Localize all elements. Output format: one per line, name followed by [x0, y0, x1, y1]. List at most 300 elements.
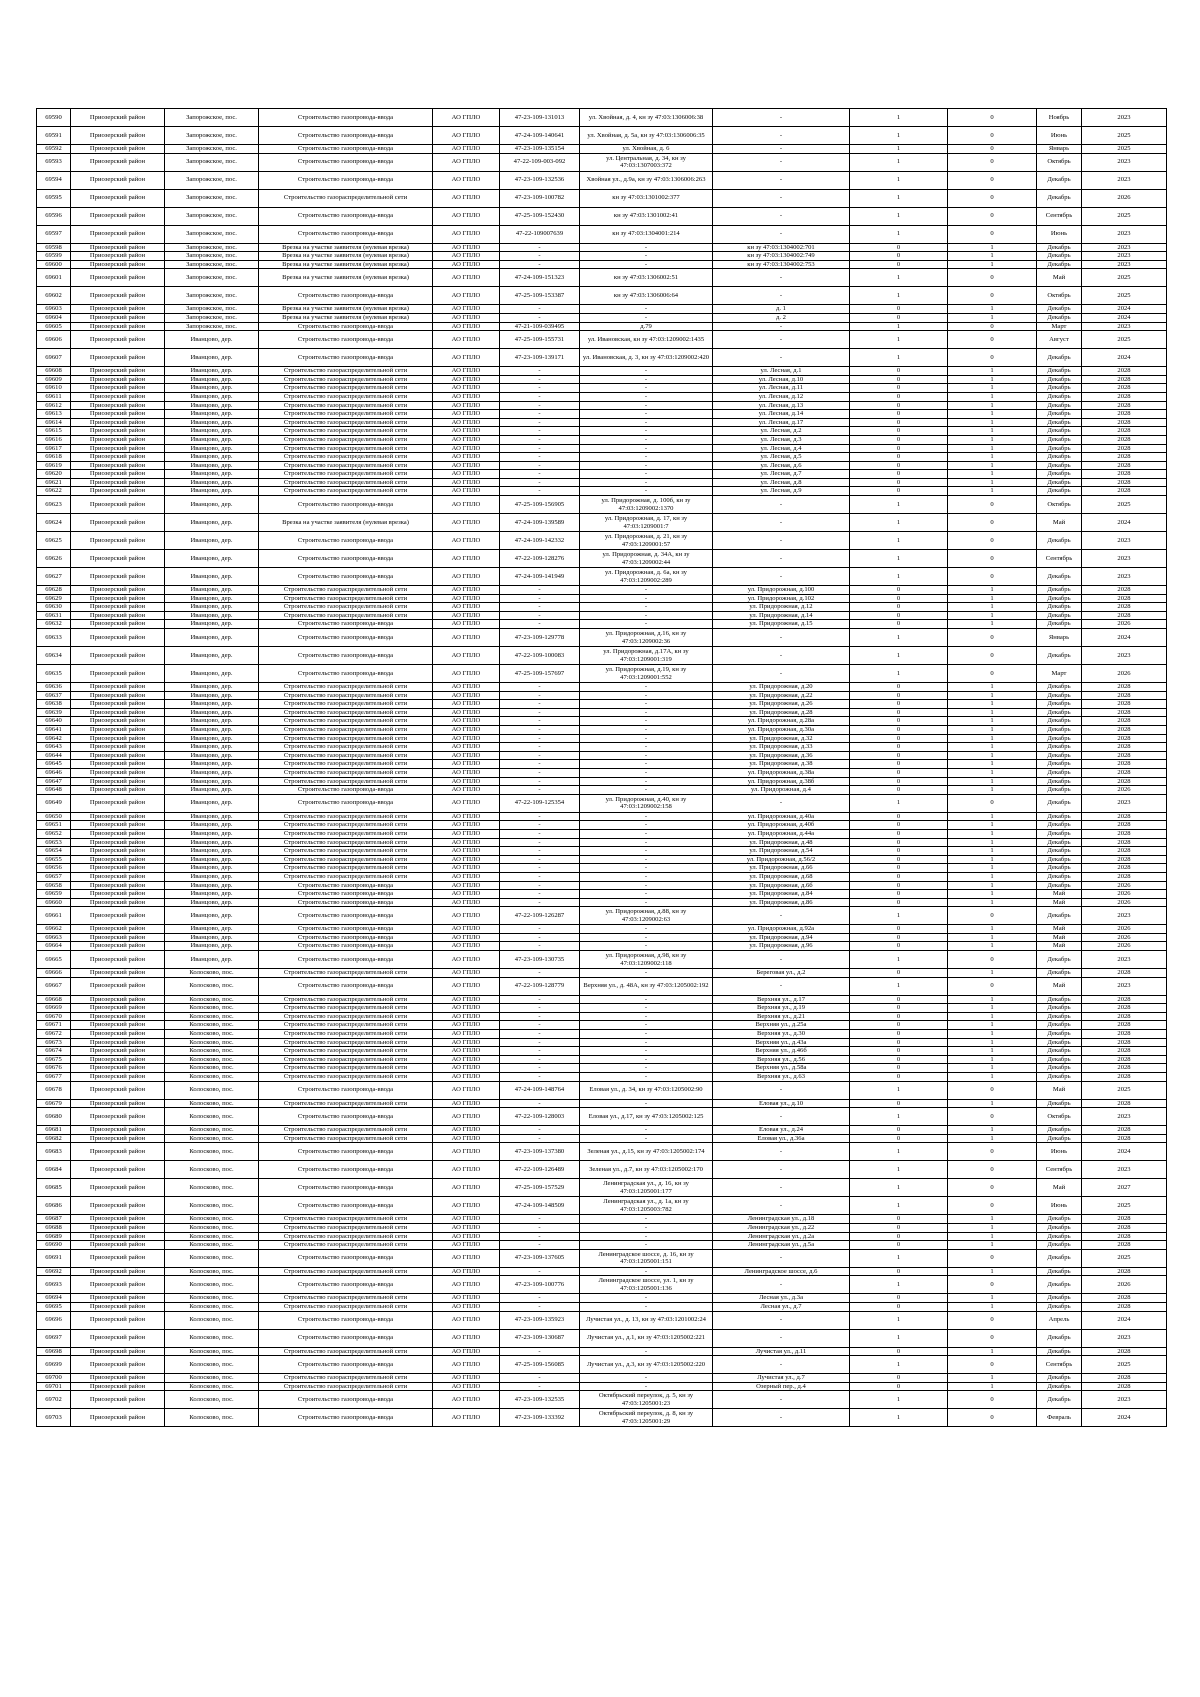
cell-work-type: Строительство газопровода-ввода — [259, 207, 433, 225]
cell-district: Приозерский район — [71, 786, 165, 795]
cell-object-address: - — [713, 665, 850, 683]
cell-count-b: 1 — [948, 586, 1037, 595]
cell-address: - — [580, 620, 713, 629]
cell-district: Приозерский район — [71, 1347, 165, 1356]
cell-year: 2028 — [1082, 717, 1167, 726]
cell-district: Приозерский район — [71, 665, 165, 683]
cell-settlement: Запорожское, пос. — [165, 109, 259, 127]
cell-work-type: Строительство газопровода-ввода — [259, 665, 433, 683]
cell-work-type: Строительство газораспределительной сети — [259, 1126, 433, 1135]
cell-count-a: 0 — [850, 1030, 948, 1039]
cell-address: - — [580, 969, 713, 978]
cell-organization: АО ГПЛО — [433, 1143, 500, 1161]
cell-object-address: - — [713, 189, 850, 207]
cell-work-type: Строительство газораспределительной сети — [259, 1241, 433, 1250]
cell-request-id: - — [500, 1126, 580, 1135]
cell-work-type: Врезка на участке заявителя (нулевая врезка) — [259, 252, 433, 261]
cell-organization: АО ГПЛО — [433, 418, 500, 427]
cell-district: Приозерский район — [71, 252, 165, 261]
table-row — [37, 847, 1167, 856]
cell-request-id: - — [500, 995, 580, 1004]
table-row — [37, 410, 1167, 419]
cell-work-type: Строительство газораспределительной сети — [259, 864, 433, 873]
cell-request-id: - — [500, 367, 580, 376]
cell-settlement: Колосково, пос. — [165, 1374, 259, 1383]
cell-count-a: 0 — [850, 1099, 948, 1108]
cell-organization: АО ГПЛО — [433, 207, 500, 225]
cell-object-address: ул. Придорожная, д.66 — [713, 864, 850, 873]
cell-object-address: Верхняя ул., д.58а — [713, 1064, 850, 1073]
cell-count-b: 1 — [948, 1126, 1037, 1135]
cell-work-type: Строительство газопровода-ввода — [259, 225, 433, 243]
cell-organization: АО ГПЛО — [433, 933, 500, 942]
cell-number: 69677 — [37, 1073, 71, 1082]
table-row — [37, 171, 1167, 189]
cell-request-id: - — [500, 487, 580, 496]
cell-month: Декабрь — [1037, 1276, 1082, 1294]
cell-district: Приозерский район — [71, 225, 165, 243]
cell-count-a: 0 — [850, 1382, 948, 1391]
cell-work-type: Строительство газораспределительной сети — [259, 375, 433, 384]
cell-number: 69702 — [37, 1391, 71, 1409]
cell-object-address: ул. Придорожная, д.84 — [713, 890, 850, 899]
cell-year: 2028 — [1082, 375, 1167, 384]
cell-count-b: 1 — [948, 260, 1037, 269]
cell-district: Приозерский район — [71, 1012, 165, 1021]
cell-number: 69650 — [37, 812, 71, 821]
table-row — [37, 153, 1167, 171]
cell-number: 69654 — [37, 847, 71, 856]
cell-number: 69646 — [37, 768, 71, 777]
cell-count-a: 1 — [850, 269, 948, 287]
cell-month: Декабрь — [1037, 1215, 1082, 1224]
cell-count-b: 1 — [948, 768, 1037, 777]
cell-address: ул. Центральная, д. 34, кн зу 47:03:1307003:372 — [580, 153, 713, 171]
cell-object-address: - — [713, 171, 850, 189]
table-row — [37, 444, 1167, 453]
cell-organization: АО ГПЛО — [433, 1038, 500, 1047]
cell-number: 69680 — [37, 1108, 71, 1126]
cell-organization: АО ГПЛО — [433, 838, 500, 847]
cell-month: Декабрь — [1037, 305, 1082, 314]
cell-month: Декабрь — [1037, 872, 1082, 881]
cell-number: 69617 — [37, 444, 71, 453]
cell-address: Лучистая ул., д. 13, кн зу 47:03:1201002:24 — [580, 1311, 713, 1329]
cell-count-b: 1 — [948, 777, 1037, 786]
cell-year: 2027 — [1082, 1179, 1167, 1197]
cell-month: Декабрь — [1037, 847, 1082, 856]
cell-work-type: Строительство газопровода-ввода — [259, 287, 433, 305]
cell-month: Декабрь — [1037, 453, 1082, 462]
cell-settlement: Колосково, пос. — [165, 1064, 259, 1073]
cell-number: 69672 — [37, 1030, 71, 1039]
cell-work-type: Строительство газопровода-ввода — [259, 322, 433, 331]
cell-year: 2028 — [1082, 427, 1167, 436]
cell-year: 2028 — [1082, 1055, 1167, 1064]
cell-request-id: - — [500, 942, 580, 951]
cell-organization: АО ГПЛО — [433, 287, 500, 305]
cell-object-address: - — [713, 550, 850, 568]
cell-settlement: Колосково, пос. — [165, 1143, 259, 1161]
cell-number: 69660 — [37, 898, 71, 907]
cell-work-type: Строительство газораспределительной сети — [259, 838, 433, 847]
cell-count-a: 1 — [850, 1356, 948, 1374]
table-row — [37, 683, 1167, 692]
table-row — [37, 629, 1167, 647]
cell-count-b: 1 — [948, 1374, 1037, 1383]
cell-district: Приозерский район — [71, 287, 165, 305]
cell-month: Декабрь — [1037, 367, 1082, 376]
cell-year: 2028 — [1082, 384, 1167, 393]
cell-count-b: 1 — [948, 478, 1037, 487]
cell-number: 69597 — [37, 225, 71, 243]
cell-work-type: Врезка на участке заявителя (нулевая врезка) — [259, 305, 433, 314]
cell-settlement: Запорожское, пос. — [165, 127, 259, 145]
cell-request-id: - — [500, 683, 580, 692]
table-row — [37, 252, 1167, 261]
cell-settlement: Колосково, пос. — [165, 969, 259, 978]
cell-year: 2028 — [1082, 1223, 1167, 1232]
cell-district: Приозерский район — [71, 1143, 165, 1161]
cell-count-a: 0 — [850, 751, 948, 760]
cell-object-address: ул. Придорожная, д.15 — [713, 620, 850, 629]
cell-address: ул. Хвойная, д. 4, кн зу 47:03:1306006:38 — [580, 109, 713, 127]
cell-district: Приозерский район — [71, 1356, 165, 1374]
cell-year: 2023 — [1082, 977, 1167, 995]
cell-organization: АО ГПЛО — [433, 586, 500, 595]
cell-count-b: 1 — [948, 1382, 1037, 1391]
cell-request-id: 47-24-109-140641 — [500, 127, 580, 145]
cell-settlement: Колосково, пос. — [165, 1004, 259, 1013]
cell-organization: АО ГПЛО — [433, 444, 500, 453]
cell-address: - — [580, 890, 713, 899]
cell-year: 2028 — [1082, 1347, 1167, 1356]
cell-request-id: 47-22-109-126489 — [500, 1161, 580, 1179]
cell-request-id: - — [500, 717, 580, 726]
cell-year: 2025 — [1082, 1197, 1167, 1215]
cell-organization: АО ГПЛО — [433, 760, 500, 769]
cell-request-id: - — [500, 384, 580, 393]
cell-year: 2028 — [1082, 1021, 1167, 1030]
cell-settlement: Иванцово, дер. — [165, 418, 259, 427]
table-row — [37, 1409, 1167, 1427]
cell-work-type: Строительство газопровода-ввода — [259, 1081, 433, 1099]
table-row — [37, 1311, 1167, 1329]
cell-month: Октябрь — [1037, 287, 1082, 305]
cell-month: Декабрь — [1037, 743, 1082, 752]
cell-organization: АО ГПЛО — [433, 453, 500, 462]
cell-address: - — [580, 1047, 713, 1056]
cell-year: 2023 — [1082, 260, 1167, 269]
cell-district: Приозерский район — [71, 453, 165, 462]
cell-year: 2028 — [1082, 586, 1167, 595]
table-row — [37, 1232, 1167, 1241]
cell-month: Декабрь — [1037, 444, 1082, 453]
cell-month: Декабрь — [1037, 1055, 1082, 1064]
cell-work-type: Строительство газораспределительной сети — [259, 487, 433, 496]
cell-count-a: 0 — [850, 881, 948, 890]
cell-work-type: Строительство газопровода-ввода — [259, 1161, 433, 1179]
cell-work-type: Строительство газопровода-ввода — [259, 977, 433, 995]
cell-settlement: Запорожское, пос. — [165, 243, 259, 252]
cell-work-type: Строительство газопровода-ввода — [259, 786, 433, 795]
table-row — [37, 708, 1167, 717]
cell-month: Сентябрь — [1037, 1356, 1082, 1374]
cell-object-address: - — [713, 514, 850, 532]
cell-number: 69652 — [37, 829, 71, 838]
cell-count-a: 0 — [850, 620, 948, 629]
cell-month: Декабрь — [1037, 734, 1082, 743]
cell-district: Приозерский район — [71, 611, 165, 620]
cell-count-b: 1 — [948, 611, 1037, 620]
cell-work-type: Строительство газораспределительной сети — [259, 1374, 433, 1383]
cell-request-id: 47-22-109-003-092 — [500, 153, 580, 171]
cell-address: - — [580, 1030, 713, 1039]
cell-request-id: 47-24-109-148509 — [500, 1197, 580, 1215]
cell-organization: АО ГПЛО — [433, 401, 500, 410]
cell-month: Сентябрь — [1037, 550, 1082, 568]
cell-year: 2023 — [1082, 109, 1167, 127]
cell-number: 69697 — [37, 1329, 71, 1347]
table-row — [37, 794, 1167, 812]
cell-district: Приозерский район — [71, 550, 165, 568]
cell-count-a: 0 — [850, 594, 948, 603]
table-row — [37, 933, 1167, 942]
cell-request-id: - — [500, 586, 580, 595]
cell-year: 2028 — [1082, 768, 1167, 777]
cell-month: Декабрь — [1037, 777, 1082, 786]
cell-count-a: 1 — [850, 1409, 948, 1427]
cell-count-b: 1 — [948, 717, 1037, 726]
cell-district: Приозерский район — [71, 1126, 165, 1135]
cell-settlement: Иванцово, дер. — [165, 435, 259, 444]
cell-work-type: Строительство газопровода-ввода — [259, 331, 433, 349]
cell-count-a: 1 — [850, 171, 948, 189]
cell-organization: АО ГПЛО — [433, 620, 500, 629]
cell-object-address: ул. Придорожная, д.94 — [713, 933, 850, 942]
cell-year: 2026 — [1082, 933, 1167, 942]
cell-address: - — [580, 700, 713, 709]
cell-district: Приозерский район — [71, 1099, 165, 1108]
cell-month: Декабрь — [1037, 1064, 1082, 1073]
cell-district: Приозерский район — [71, 401, 165, 410]
cell-number: 69667 — [37, 977, 71, 995]
cell-number: 69624 — [37, 514, 71, 532]
cell-number: 69590 — [37, 109, 71, 127]
cell-request-id: - — [500, 855, 580, 864]
cell-year: 2023 — [1082, 568, 1167, 586]
cell-number: 69644 — [37, 751, 71, 760]
cell-object-address: ул. Придорожная, д.92а — [713, 925, 850, 934]
cell-address: - — [580, 252, 713, 261]
cell-request-id: - — [500, 1215, 580, 1224]
cell-settlement: Иванцово, дер. — [165, 872, 259, 881]
table-row — [37, 700, 1167, 709]
cell-count-b: 1 — [948, 461, 1037, 470]
cell-district: Приозерский район — [71, 1161, 165, 1179]
cell-district: Приозерский район — [71, 1267, 165, 1276]
cell-organization: АО ГПЛО — [433, 1064, 500, 1073]
cell-number: 69669 — [37, 1004, 71, 1013]
cell-object-address: ул. Придорожная, д.32 — [713, 734, 850, 743]
cell-count-b: 0 — [948, 1197, 1037, 1215]
cell-count-b: 0 — [948, 269, 1037, 287]
table-row — [37, 751, 1167, 760]
cell-object-address: ул. Придорожная, д.40а — [713, 812, 850, 821]
cell-request-id: - — [500, 700, 580, 709]
cell-count-b: 1 — [948, 1021, 1037, 1030]
cell-number: 69681 — [37, 1126, 71, 1135]
cell-work-type: Строительство газораспределительной сети — [259, 760, 433, 769]
table-row — [37, 496, 1167, 514]
cell-work-type: Врезка на участке заявителя (нулевая врезка) — [259, 514, 433, 532]
cell-month: Декабрь — [1037, 313, 1082, 322]
cell-count-a: 1 — [850, 1143, 948, 1161]
cell-address: - — [580, 1099, 713, 1108]
cell-work-type: Строительство газопровода-ввода — [259, 629, 433, 647]
cell-work-type: Строительство газораспределительной сети — [259, 1038, 433, 1047]
cell-number: 69614 — [37, 418, 71, 427]
cell-request-id: 47-23-109-132536 — [500, 171, 580, 189]
cell-address: - — [580, 1241, 713, 1250]
table-row — [37, 768, 1167, 777]
cell-address: - — [580, 1232, 713, 1241]
cell-number: 69598 — [37, 243, 71, 252]
cell-request-id: - — [500, 847, 580, 856]
cell-object-address: Ленинградская ул., д.5а — [713, 1241, 850, 1250]
cell-work-type: Строительство газораспределительной сети — [259, 734, 433, 743]
cell-object-address: - — [713, 1311, 850, 1329]
cell-number: 69594 — [37, 171, 71, 189]
cell-object-address: ул. Лесная, д.13 — [713, 401, 850, 410]
table-row — [37, 532, 1167, 550]
cell-request-id: 47-25-109-156905 — [500, 496, 580, 514]
cell-year: 2028 — [1082, 1241, 1167, 1250]
table-row — [37, 367, 1167, 376]
cell-settlement: Иванцово, дер. — [165, 768, 259, 777]
cell-district: Приозерский район — [71, 427, 165, 436]
cell-year: 2026 — [1082, 786, 1167, 795]
cell-number: 69658 — [37, 881, 71, 890]
cell-settlement: Иванцово, дер. — [165, 629, 259, 647]
cell-year: 2028 — [1082, 1374, 1167, 1383]
cell-address: - — [580, 594, 713, 603]
cell-address: кн зу 47:03:1306002:51 — [580, 269, 713, 287]
table-row — [37, 109, 1167, 127]
cell-work-type: Строительство газораспределительной сети — [259, 1099, 433, 1108]
cell-number: 69605 — [37, 322, 71, 331]
cell-number: 69633 — [37, 629, 71, 647]
cell-count-a: 1 — [850, 331, 948, 349]
cell-organization: АО ГПЛО — [433, 1055, 500, 1064]
cell-year: 2028 — [1082, 743, 1167, 752]
cell-settlement: Колосково, пос. — [165, 1215, 259, 1224]
cell-count-a: 1 — [850, 189, 948, 207]
cell-request-id: - — [500, 1012, 580, 1021]
cell-settlement: Иванцово, дер. — [165, 375, 259, 384]
cell-address: Октябрьский переулок, д. 5, кн зу 47:03:1205001:23 — [580, 1391, 713, 1409]
table-row — [37, 611, 1167, 620]
cell-object-address: ул. Придорожная, д.54 — [713, 847, 850, 856]
cell-address: Лучистая ул., д.1, кн зу 47:03:1205002:221 — [580, 1329, 713, 1347]
cell-settlement: Иванцово, дер. — [165, 586, 259, 595]
cell-month: Декабрь — [1037, 620, 1082, 629]
table-row — [37, 786, 1167, 795]
cell-work-type: Строительство газопровода-ввода — [259, 890, 433, 899]
cell-number: 69661 — [37, 907, 71, 925]
cell-organization: АО ГПЛО — [433, 890, 500, 899]
cell-year: 2023 — [1082, 1391, 1167, 1409]
cell-month: Декабрь — [1037, 586, 1082, 595]
cell-settlement: Запорожское, пос. — [165, 269, 259, 287]
cell-district: Приозерский район — [71, 907, 165, 925]
cell-work-type: Строительство газораспределительной сети — [259, 470, 433, 479]
cell-district: Приозерский район — [71, 1021, 165, 1030]
cell-settlement: Иванцово, дер. — [165, 568, 259, 586]
cell-count-a: 1 — [850, 1311, 948, 1329]
table-row — [37, 1374, 1167, 1383]
cell-year: 2024 — [1082, 1143, 1167, 1161]
cell-address: ул. Придорожная, д.88, кн зу 47:03:1209002:63 — [580, 907, 713, 925]
cell-address: - — [580, 786, 713, 795]
cell-month: Декабрь — [1037, 603, 1082, 612]
table-row — [37, 969, 1167, 978]
cell-request-id: 47-24-109-142332 — [500, 532, 580, 550]
cell-count-a: 0 — [850, 708, 948, 717]
cell-district: Приозерский район — [71, 594, 165, 603]
cell-year: 2028 — [1082, 367, 1167, 376]
cell-district: Приозерский район — [71, 410, 165, 419]
cell-work-type: Строительство газопровода-ввода — [259, 568, 433, 586]
cell-work-type: Строительство газораспределительной сети — [259, 367, 433, 376]
cell-year: 2028 — [1082, 708, 1167, 717]
cell-object-address: ул. Придорожная, д.26 — [713, 700, 850, 709]
cell-settlement: Запорожское, пос. — [165, 260, 259, 269]
cell-count-a: 1 — [850, 1161, 948, 1179]
cell-work-type: Строительство газораспределительной сети — [259, 392, 433, 401]
cell-organization: АО ГПЛО — [433, 855, 500, 864]
cell-count-b: 1 — [948, 864, 1037, 873]
cell-work-type: Строительство газопровода-ввода — [259, 1311, 433, 1329]
cell-organization: АО ГПЛО — [433, 252, 500, 261]
cell-work-type: Врезка на участке заявителя (нулевая врезка) — [259, 313, 433, 322]
cell-count-a: 1 — [850, 496, 948, 514]
cell-work-type: Строительство газопровода-ввода — [259, 1197, 433, 1215]
cell-district: Приозерский район — [71, 313, 165, 322]
cell-district: Приозерский район — [71, 751, 165, 760]
cell-count-a: 1 — [850, 127, 948, 145]
cell-count-b: 1 — [948, 925, 1037, 934]
cell-number: 69678 — [37, 1081, 71, 1099]
cell-number: 69606 — [37, 331, 71, 349]
cell-address: - — [580, 717, 713, 726]
cell-month: Декабрь — [1037, 1374, 1082, 1383]
cell-work-type: Строительство газопровода-ввода — [259, 145, 433, 154]
cell-number: 69671 — [37, 1021, 71, 1030]
cell-request-id: 47-25-109-153387 — [500, 287, 580, 305]
cell-settlement: Колосково, пос. — [165, 1356, 259, 1374]
cell-request-id: 47-23-109-130687 — [500, 1329, 580, 1347]
cell-number: 69615 — [37, 427, 71, 436]
cell-district: Приозерский район — [71, 1374, 165, 1383]
cell-month: Июнь — [1037, 225, 1082, 243]
cell-organization: АО ГПЛО — [433, 532, 500, 550]
cell-count-a: 0 — [850, 995, 948, 1004]
cell-settlement: Иванцово, дер. — [165, 726, 259, 735]
cell-number: 69701 — [37, 1382, 71, 1391]
cell-district: Приозерский район — [71, 855, 165, 864]
cell-request-id: - — [500, 1267, 580, 1276]
